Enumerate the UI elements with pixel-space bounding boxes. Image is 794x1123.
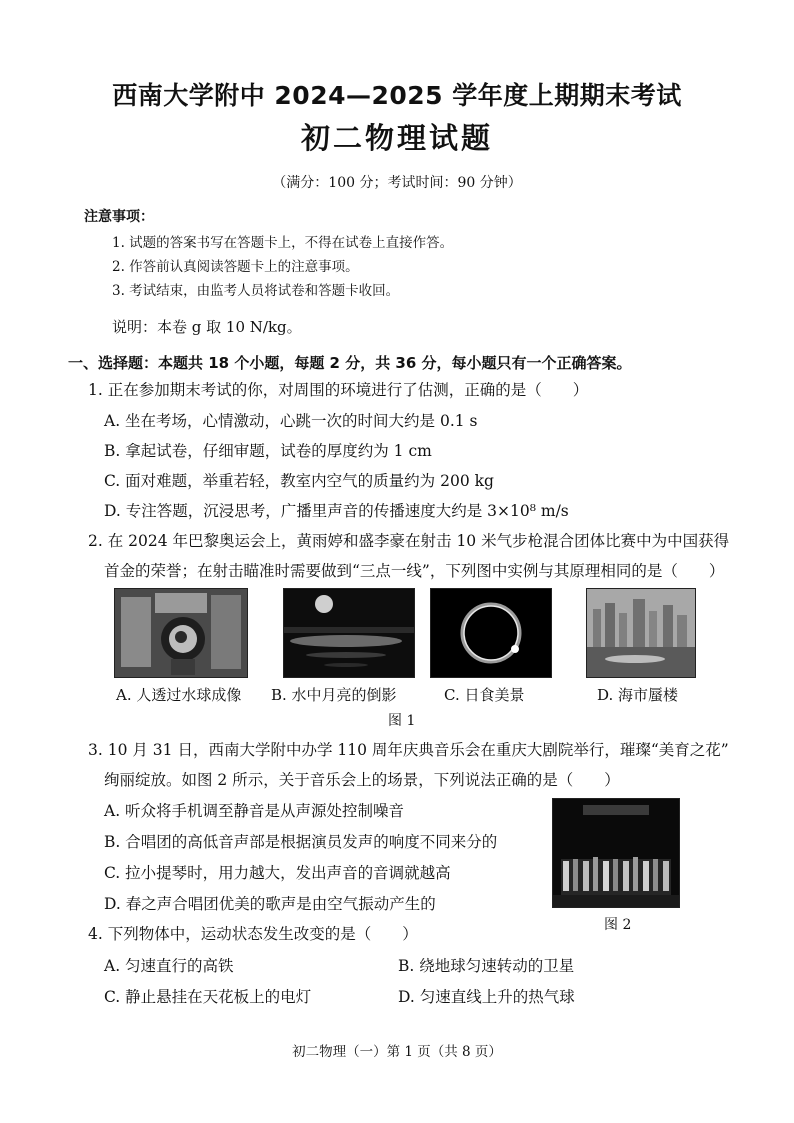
- photo-concert-image: [552, 798, 680, 908]
- question-4-option-a: A. 匀速直行的高铁: [104, 957, 234, 975]
- question-2-stem-line2: 首金的荣誉；在射击瞄准时需要做到“三点一线”，下列图中实例与其原理相同的是（ ）: [104, 562, 725, 580]
- notice-item: 2. 作答前认真阅读答题卡上的注意事项。: [112, 259, 359, 275]
- figure-1-caption-a: A. 人透过水球成像: [116, 686, 242, 704]
- question-3-option-b: B. 合唱团的高低音声部是根据演员发声的响度不同来分的: [104, 833, 498, 851]
- figure-2-label: 图 2: [604, 917, 632, 933]
- subject-title: 初二物理试题: [300, 121, 493, 155]
- question-3-option-d: D. 春之声合唱团优美的歌声是由空气振动产生的: [104, 895, 436, 913]
- photo-water-ball-image: [114, 588, 248, 678]
- question-1-option-a: A. 坐在考场，心情激动，心跳一次的时间大约是 0.1 s: [104, 412, 478, 430]
- question-4-option-b: B. 绕地球匀速转动的卫星: [398, 957, 575, 975]
- question-4-option-d: D. 匀速直线上升的热气球: [398, 988, 575, 1006]
- question-1-option-c: C. 面对难题，举重若轻，教室内空气的质量约为 200 kg: [104, 472, 494, 490]
- notice-heading: 注意事项：: [84, 209, 154, 225]
- notice-item: 3. 考试结束，由监考人员将试卷和答题卡收回。: [112, 283, 400, 299]
- question-3-option-c: C. 拉小提琴时，用力越大，发出声音的音调就越高: [104, 864, 451, 882]
- notice-item: 1. 试题的答案书写在答题卡上，不得在试卷上直接作答。: [112, 235, 454, 251]
- exam-info: （满分：100 分；考试时间：90 分钟）: [272, 175, 522, 191]
- page-footer: 初二物理（一）第 1 页（共 8 页）: [292, 1044, 502, 1060]
- question-4-option-c: C. 静止悬挂在天花板上的电灯: [104, 988, 312, 1006]
- question-2-stem-line1: 2. 在 2024 年巴黎奥运会上，黄雨婷和盛李豪在射击 10 米气步枪混合团体比赛中为中国获得: [88, 532, 730, 550]
- figure-1-caption-c: C. 日食美景: [444, 686, 525, 704]
- question-1-option-d: D. 专注答题，沉浸思考，广播里声音的传播速度大约是 3×10⁸ m/s: [104, 502, 569, 520]
- explanation-note: 说明：本卷 g 取 10 N/kg。: [112, 318, 302, 336]
- figure-1-caption-d: D. 海市蜃楼: [597, 686, 679, 704]
- photo-mirage-image: [586, 588, 696, 678]
- photo-solar-eclipse-image: [430, 588, 552, 678]
- question-1-stem: 1. 正在参加期末考试的你，对周围的环境进行了估测，正确的是（ ）: [88, 381, 589, 399]
- photo-moon-reflection-image: [283, 588, 415, 678]
- question-3-stem-line1: 3. 10 月 31 日，西南大学附中办学 110 周年庆典音乐会在重庆大剧院举行，璀璨“美育之花”: [88, 741, 729, 759]
- question-3-option-a: A. 听众将手机调至静音是从声源处控制噪音: [104, 802, 405, 820]
- question-4-stem: 4. 下列物体中，运动状态发生改变的是（ ）: [88, 925, 418, 943]
- question-1-option-b: B. 拿起试卷，仔细审题，试卷的厚度约为 1 cm: [104, 442, 432, 460]
- figure-1-caption-b: B. 水中月亮的倒影: [271, 686, 397, 704]
- question-3-stem-line2: 绚丽绽放。如图 2 所示，关于音乐会上的场景，下列说法正确的是（ ）: [104, 771, 620, 789]
- exam-title: 西南大学附中 2024—2025 学年度上期期末考试: [112, 81, 682, 110]
- section-heading: 一、选择题：本题共 18 个小题，每题 2 分，共 36 分，每小题只有一个正确答案。: [68, 354, 632, 372]
- figure-1-label: 图 1: [388, 713, 416, 729]
